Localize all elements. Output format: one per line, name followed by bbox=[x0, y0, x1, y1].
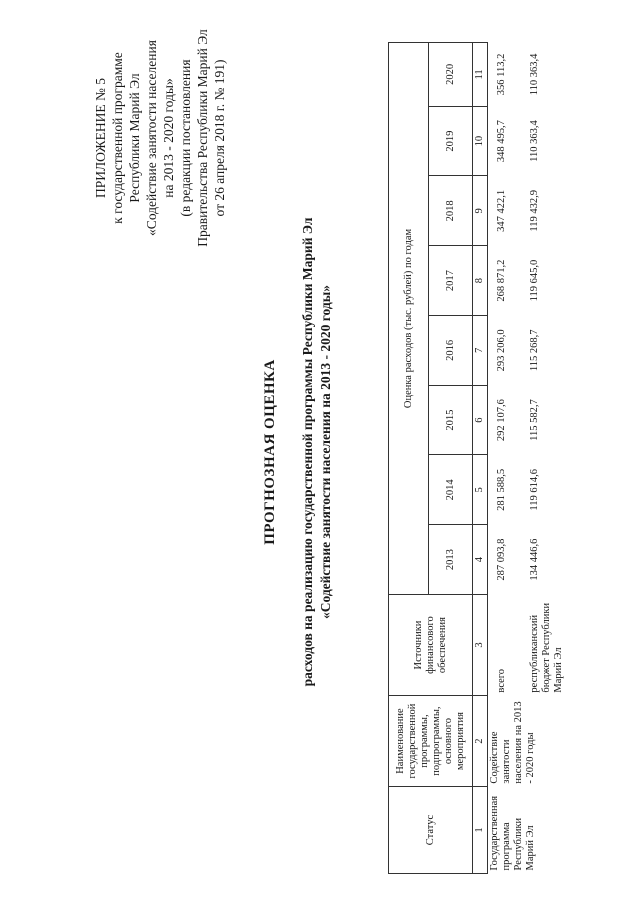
header-status: Статус bbox=[389, 787, 473, 874]
row-source-total: всего bbox=[496, 668, 507, 693]
value-total: 356 113,2 bbox=[496, 53, 507, 96]
document-subtitle: расходов на реализацию государственной программы Республики Марий Эл bbox=[300, 217, 315, 687]
header-estimate: Оценка расходов (тыс. рублей) по годам bbox=[389, 43, 429, 595]
appendix-line: «Содействие занятости населения bbox=[144, 40, 159, 236]
column-number: 4 bbox=[473, 525, 488, 595]
column-number: 10 bbox=[473, 106, 488, 176]
appendix-line: к государственной программе bbox=[110, 52, 125, 224]
value-budget: 119 645,0 bbox=[528, 259, 540, 302]
table-row-total bbox=[488, 43, 528, 874]
appendix-line: от 26 апреля 2018 г. № 191) bbox=[212, 59, 227, 217]
value-budget: 110 363,4 bbox=[528, 120, 540, 162]
column-number: 7 bbox=[473, 315, 488, 385]
row-program-name: Содействие занятости населения на 2013 - 2020 годы bbox=[489, 701, 536, 784]
value-total: 292 107,6 bbox=[496, 399, 507, 442]
column-number: 11 bbox=[473, 43, 488, 107]
value-budget: 115 268,7 bbox=[528, 329, 540, 372]
header-name: Наименование государственной программы, подпрограммы, основного мероприятия bbox=[389, 696, 473, 787]
column-number: 3 bbox=[473, 594, 488, 695]
value-total: 293 206,0 bbox=[496, 329, 507, 372]
column-number: 2 bbox=[473, 696, 488, 787]
appendix-line: (в редакции постановления bbox=[178, 59, 193, 217]
value-budget: 119 614,6 bbox=[528, 469, 540, 511]
value-total: 287 093,8 bbox=[496, 538, 507, 581]
header-year: 2019 bbox=[429, 106, 473, 176]
value-budget: 119 432,9 bbox=[528, 190, 540, 232]
header-year: 2014 bbox=[429, 455, 473, 525]
value-total: 348 495,7 bbox=[496, 120, 507, 163]
header-year: 2020 bbox=[429, 43, 473, 107]
header-sources: Источники финансового обеспечения bbox=[389, 594, 473, 695]
document-subtitle-program: «Содействие занятости населения на 2013 - 2020 годы» bbox=[318, 284, 333, 620]
column-number: 8 bbox=[473, 246, 488, 316]
column-number: 9 bbox=[473, 176, 488, 246]
column-number: 1 bbox=[473, 787, 488, 874]
header-year: 2018 bbox=[429, 176, 473, 246]
value-total: 268 871,2 bbox=[496, 259, 507, 302]
column-number-row bbox=[473, 43, 488, 874]
header-year: 2016 bbox=[429, 315, 473, 385]
appendix-line: Республики Марий Эл bbox=[127, 73, 142, 203]
expense-table bbox=[388, 42, 576, 874]
value-total: 281 588,5 bbox=[496, 468, 507, 511]
value-total: 347 422,1 bbox=[496, 189, 507, 232]
header-year: 2015 bbox=[429, 385, 473, 455]
column-number: 6 bbox=[473, 385, 488, 455]
appendix-line: на 2013 - 2020 годы» bbox=[161, 78, 176, 198]
row-status: Государственная программа Республики Марий Эл bbox=[489, 795, 536, 871]
document-title: ПРОГНОЗНАЯ ОЦЕНКА bbox=[262, 359, 278, 545]
header-year: 2013 bbox=[429, 525, 473, 595]
column-number: 5 bbox=[473, 455, 488, 525]
appendix-line: Правительства Республики Марий Эл bbox=[195, 29, 210, 247]
value-budget: 110 363,4 bbox=[528, 53, 540, 96]
appendix-block bbox=[92, 8, 228, 268]
appendix-line: ПРИЛОЖЕНИЕ № 5 bbox=[93, 77, 108, 199]
value-budget: 134 446,6 bbox=[528, 538, 540, 581]
row-source-budget: республиканский бюджет Республики Марий Эл bbox=[528, 602, 564, 693]
value-budget: 115 582,7 bbox=[528, 399, 540, 441]
header-year: 2017 bbox=[429, 246, 473, 316]
